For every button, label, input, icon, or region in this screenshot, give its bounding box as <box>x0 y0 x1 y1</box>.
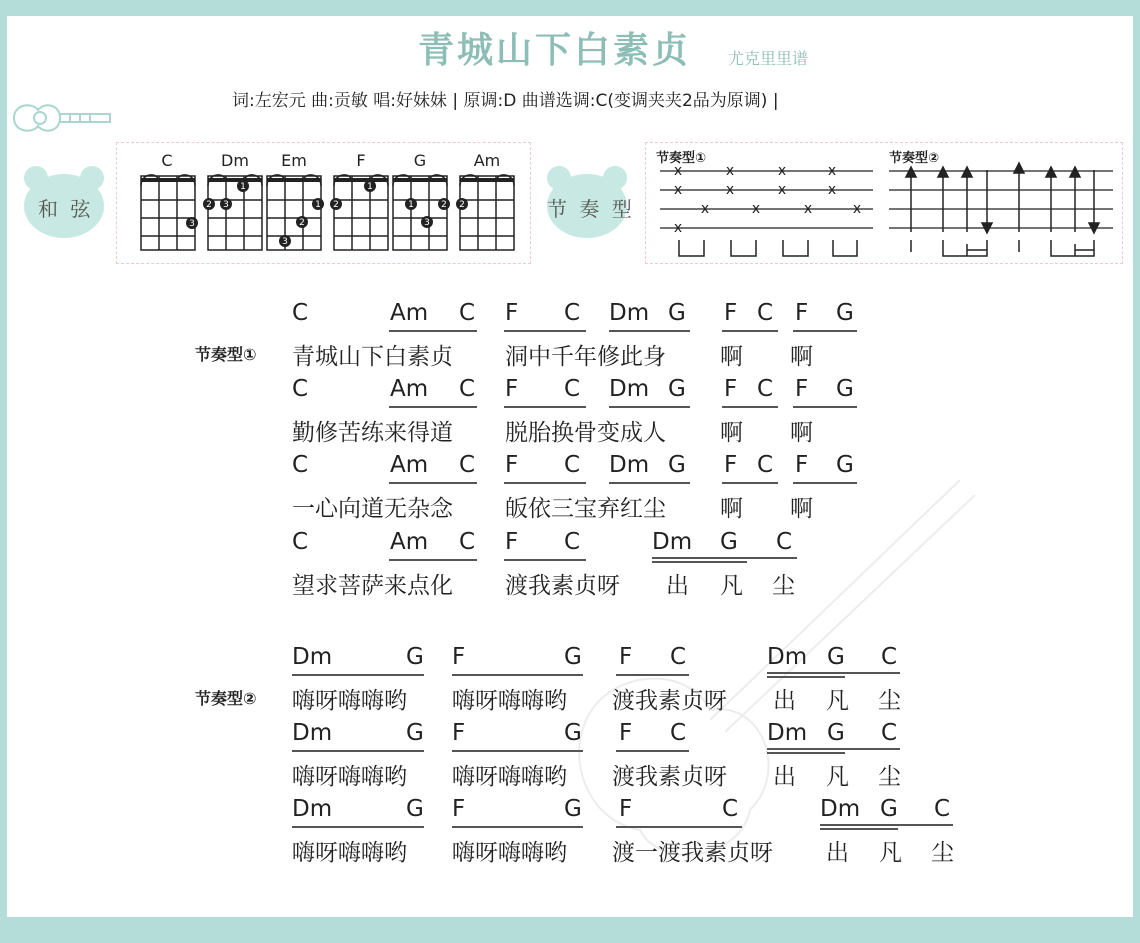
chord-underline <box>722 330 778 332</box>
chord: G <box>668 300 686 326</box>
chord-name-dm: Dm <box>221 151 249 170</box>
chord: C <box>459 452 476 478</box>
lyric: 渡我素贞呀 <box>612 688 727 714</box>
rhythm2-title: 节奏型② <box>889 151 940 166</box>
chord-underline <box>609 330 690 332</box>
svg-text:3: 3 <box>282 237 288 247</box>
lyric: 啊 <box>720 344 743 370</box>
lyric: 尘 <box>931 840 954 866</box>
chord-underline <box>292 826 424 828</box>
chord: G <box>406 644 424 670</box>
chord-underline <box>389 406 477 408</box>
lyric: 青城山下白素贞 <box>292 344 453 370</box>
lyric: 渡我素贞呀 <box>612 764 727 790</box>
chord: Dm <box>292 644 333 670</box>
svg-text:1: 1 <box>367 182 373 192</box>
chord: Am <box>390 376 429 402</box>
chord: G <box>564 796 582 822</box>
chord: F <box>452 796 466 822</box>
svg-text:x: x <box>725 182 735 198</box>
chord: F <box>619 644 633 670</box>
chord: F <box>724 452 738 478</box>
svg-text:2: 2 <box>299 218 305 228</box>
chord-underline <box>767 752 845 754</box>
svg-text:x: x <box>827 182 837 198</box>
chord: F <box>505 529 519 555</box>
chord-underline <box>793 406 857 408</box>
chord-underline <box>767 672 900 674</box>
svg-text:x: x <box>673 182 683 198</box>
chord-underline <box>722 406 778 408</box>
chord: F <box>795 376 809 402</box>
chord: F <box>795 300 809 326</box>
chord: F <box>619 796 633 822</box>
chord: Am <box>390 300 429 326</box>
chord-underline <box>793 482 857 484</box>
chord: C <box>881 644 898 670</box>
chords-label: 和 弦 <box>38 197 94 221</box>
chord-underline <box>722 482 778 484</box>
svg-text:x: x <box>827 163 837 179</box>
lyric: 嗨呀嗨嗨哟 <box>292 764 407 790</box>
rhythm-label: 节 奏 型 <box>547 197 635 221</box>
chord: F <box>452 644 466 670</box>
chord: C <box>757 376 774 402</box>
chord: C <box>776 529 793 555</box>
chord: C <box>670 644 687 670</box>
chord: G <box>406 720 424 746</box>
lyric: 脱胎换骨变成人 <box>505 420 666 446</box>
chord: F <box>505 452 519 478</box>
chord-underline <box>767 748 900 750</box>
chord: C <box>670 720 687 746</box>
chord: Dm <box>609 300 650 326</box>
chord-name-am: Am <box>473 151 501 170</box>
song-title: 青城山下白素贞 <box>418 30 692 71</box>
svg-text:x: x <box>751 201 761 217</box>
svg-text:x: x <box>673 220 683 236</box>
lyric: 凡 <box>826 688 849 714</box>
chord: Dm <box>767 644 808 670</box>
chord: G <box>406 796 424 822</box>
lyric: 出 <box>826 840 849 866</box>
chord-underline <box>793 330 857 332</box>
chord-name-em: Em <box>281 151 307 170</box>
chord: G <box>668 376 686 402</box>
chord-underline <box>452 750 583 752</box>
chord-underline <box>504 559 586 561</box>
chord: G <box>836 452 854 478</box>
lyric: 皈依三宝弃红尘 <box>505 496 666 522</box>
chord-underline <box>609 482 690 484</box>
chord: Am <box>390 452 429 478</box>
chord: Am <box>390 529 429 555</box>
chord: C <box>757 300 774 326</box>
chord-underline <box>389 330 477 332</box>
chord-name-c: C <box>161 151 173 170</box>
chord-underline <box>820 824 953 826</box>
chord: C <box>292 300 309 326</box>
lyric: 尘 <box>878 764 901 790</box>
chord: C <box>292 529 309 555</box>
svg-text:x: x <box>777 163 787 179</box>
svg-text:3: 3 <box>189 219 195 229</box>
chord: F <box>795 452 809 478</box>
chord: Dm <box>767 720 808 746</box>
chord: F <box>724 300 738 326</box>
lyric: 嗨呀嗨嗨哟 <box>292 840 407 866</box>
svg-text:x: x <box>700 201 710 217</box>
lyric: 出 <box>773 764 796 790</box>
chord: C <box>292 452 309 478</box>
chord: G <box>564 644 582 670</box>
lyric: 渡我素贞呀 <box>505 573 620 599</box>
chord: G <box>720 529 738 555</box>
chord: C <box>934 796 951 822</box>
chord-name-f: F <box>356 151 366 170</box>
lyric: 啊 <box>790 344 813 370</box>
chord: C <box>881 720 898 746</box>
lyric: 渡一渡我素贞呀 <box>612 840 773 866</box>
chord: G <box>827 644 845 670</box>
lyric: 望求菩萨来点化 <box>292 573 453 599</box>
chord: C <box>459 529 476 555</box>
chord: Dm <box>652 529 693 555</box>
chord: G <box>836 376 854 402</box>
lyric: 嗨呀嗨嗨哟 <box>292 688 407 714</box>
chord: F <box>619 720 633 746</box>
chord: F <box>505 300 519 326</box>
svg-text:1: 1 <box>315 200 321 210</box>
chord: C <box>459 300 476 326</box>
lyric: 啊 <box>790 496 813 522</box>
rhythm-diagrams <box>0 0 1140 300</box>
chord: G <box>668 452 686 478</box>
lyric: 凡 <box>720 573 743 599</box>
chord: F <box>724 376 738 402</box>
chord: F <box>452 720 466 746</box>
chord-underline <box>389 559 477 561</box>
chord: Dm <box>292 796 333 822</box>
chord: C <box>722 796 739 822</box>
lyric: 嗨呀嗨嗨哟 <box>452 764 567 790</box>
chord: G <box>564 720 582 746</box>
chord: G <box>827 720 845 746</box>
frame-bottom <box>0 917 1140 943</box>
chord-underline <box>652 557 797 559</box>
song-subtitle: 尤克里里谱 <box>728 49 809 68</box>
section2-rhythm-label: 节奏型② <box>195 689 257 708</box>
chord-underline <box>452 674 583 676</box>
chord: C <box>564 529 581 555</box>
rhythm1-title: 节奏型① <box>656 151 707 166</box>
lyric: 嗨呀嗨嗨哟 <box>452 840 567 866</box>
chord-underline <box>616 750 689 752</box>
lyric: 尘 <box>772 573 795 599</box>
svg-text:2: 2 <box>206 200 212 210</box>
svg-text:2: 2 <box>459 200 465 210</box>
chord-underline <box>652 561 747 563</box>
svg-text:x: x <box>725 163 735 179</box>
chord: G <box>836 300 854 326</box>
chord-underline <box>292 674 424 676</box>
chord-underline <box>504 406 586 408</box>
chord-name-g: G <box>413 151 427 170</box>
chord: Dm <box>292 720 333 746</box>
song-credits: 词:左宏元 曲:贡敏 唱:好妹妹 | 原调:D 曲谱选调:C(变调夹夹2品为原调) | <box>232 91 779 111</box>
svg-text:1: 1 <box>240 182 246 192</box>
chord-underline <box>504 330 586 332</box>
chord-underline <box>292 750 424 752</box>
chord: Dm <box>820 796 861 822</box>
svg-text:x: x <box>777 182 787 198</box>
chord: C <box>459 376 476 402</box>
svg-text:x: x <box>803 201 813 217</box>
lyric: 出 <box>773 688 796 714</box>
svg-text:2: 2 <box>441 200 447 210</box>
lyric: 啊 <box>720 496 743 522</box>
chord: C <box>564 300 581 326</box>
chord-underline <box>767 676 845 678</box>
lyric: 一心向道无杂念 <box>292 496 453 522</box>
chord-underline <box>452 826 583 828</box>
lyric: 尘 <box>878 688 901 714</box>
chord-underline <box>609 406 690 408</box>
svg-text:3: 3 <box>223 200 229 210</box>
svg-text:1: 1 <box>408 200 414 210</box>
lyric: 出 <box>666 573 689 599</box>
chord: Dm <box>609 376 650 402</box>
chord-underline <box>389 482 477 484</box>
chord-underline <box>616 826 742 828</box>
lyric: 洞中千年修此身 <box>505 344 666 370</box>
chord: G <box>880 796 898 822</box>
chord: C <box>564 376 581 402</box>
svg-text:2: 2 <box>333 200 339 210</box>
chord: F <box>505 376 519 402</box>
chord-underline <box>616 674 689 676</box>
lyric: 勤修苦练来得道 <box>292 420 453 446</box>
lyric: 嗨呀嗨嗨哟 <box>452 688 567 714</box>
svg-text:x: x <box>673 163 683 179</box>
svg-text:x: x <box>852 201 862 217</box>
chord: C <box>757 452 774 478</box>
lyric: 啊 <box>720 420 743 446</box>
lyric: 凡 <box>826 764 849 790</box>
lyric: 凡 <box>879 840 902 866</box>
svg-text:3: 3 <box>424 218 430 228</box>
chord: C <box>292 376 309 402</box>
chord: Dm <box>609 452 650 478</box>
section1-rhythm-label: 节奏型① <box>195 345 257 364</box>
chord-underline <box>504 482 586 484</box>
chord-underline <box>820 828 898 830</box>
chord: C <box>564 452 581 478</box>
lyric: 啊 <box>790 420 813 446</box>
